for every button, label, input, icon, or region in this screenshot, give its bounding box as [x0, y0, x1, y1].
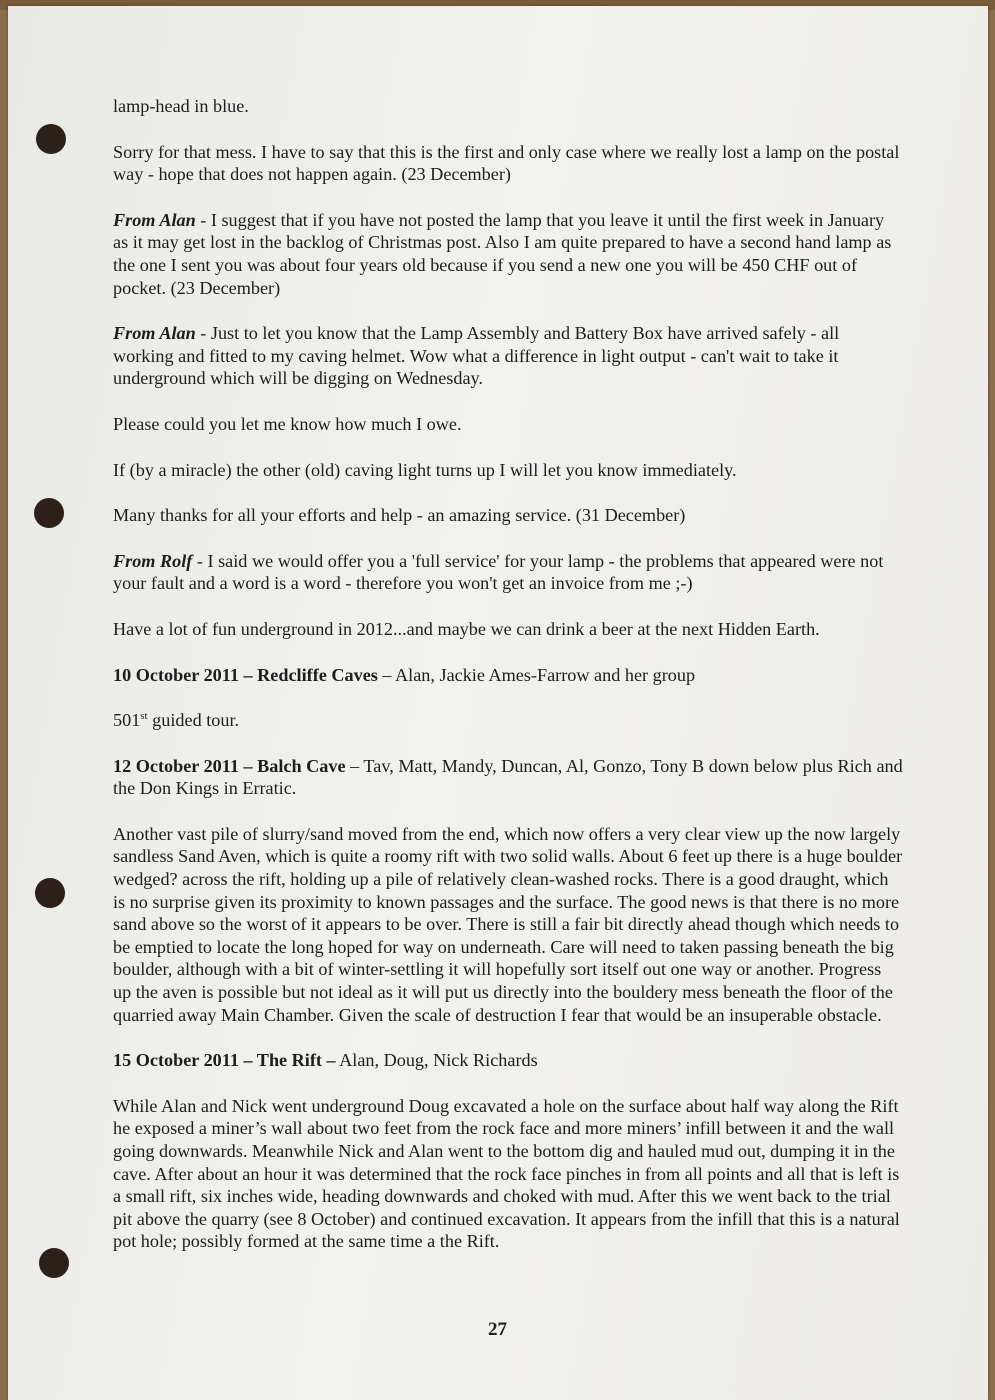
punch-hole-icon — [36, 124, 66, 154]
trip-entry: 10 October 2011 – Redcliffe Caves – Alan, Jackie Ames-Farrow and her group — [113, 664, 696, 685]
paragraph: If (by a miracle) the other (old) caving light turns up I will let you know immediately. — [113, 459, 737, 480]
punch-hole-icon — [39, 1248, 69, 1278]
paragraph: Please could you let me know how much I owe. — [113, 413, 462, 434]
paragraph: Another vast pile of slurry/sand moved from the end, which now offers a very clear view up the now largely sandless Sand Aven, which is quite a roomy rift with two solid walls. About 6 feet up there is a huge boulder wedged? across the rift, holding up a pile of relatively clean-washed rocks. There is a good draught, which is no surprise given its proximity to known passages and the surface. The good news is that there is no more sand above so the worst of it appears to be over. There is still a fair bit directly ahead though which needs to be emptied to locate the long hoped for way on underneath. Care will need to taken passing beneath the big boulder, although with a bit of winter-settling it will hopefully sort itself out one way or another. Progress up the aven is possible but not ideal as it will put us directly into the bouldery mess beneath the floor of the quarried away Main Chamber. Given the scale of destruction I fear that would be an insuperable obstacle. — [113, 823, 903, 1025]
sender-label: From Alan — [113, 209, 196, 230]
document-body — [113, 95, 903, 1276]
trip-entry: 15 October 2011 – The Rift – Alan, Doug, Nick Richards — [113, 1050, 538, 1071]
sender-label: From Alan — [113, 323, 196, 344]
paragraph: Many thanks for all your efforts and help - an amazing service. (31 December) — [113, 505, 686, 526]
email-entry: From Alan - Just to let you know that the Lamp Assembly and Battery Box have arrived safely - all working and fitted to my caving helmet. Wow what a difference in light output - can't wait to take it underground which will be digging on Wednesday. — [113, 323, 840, 389]
sender-label: From Rolf — [113, 550, 193, 571]
paragraph: lamp-head in blue. — [113, 96, 249, 116]
page-number: 27 — [488, 1319, 507, 1340]
paragraph: While Alan and Nick went underground Doug excavated a hole on the surface about half way along the Rift he exposed a miner’s wall about two feet from the rock face and more miners’ infill between it and the wall going downwards. Meanwhile Nick and Alan went to the bottom dig and hauled mud out, dumping it in the cave. After about an hour it was determined that the rock face pinches in from all points and all that is left is a small rift, six inches wide, heading downwards and choked with mud. After this we went back to the trial pit above the quarry (see 8 October) and continued excavation. It appears from the infill that this is a natural pot hole; possibly formed at the same time a the Rift. — [113, 1095, 900, 1252]
trip-heading: 15 October 2011 – The Rift – — [113, 1050, 336, 1071]
paragraph: 501st guided tour. — [113, 710, 240, 731]
paragraph: Sorry for that mess. I have to say that this is the first and only case where we really lost a lamp on the postal way - hope that does not happen again. (23 December) — [113, 141, 900, 185]
punch-hole-icon — [34, 498, 64, 528]
trip-heading: 10 October 2011 – Redcliffe Caves — [113, 664, 378, 685]
email-entry: From Alan - I suggest that if you have not posted the lamp that you leave it until the first week in January as it may get lost in the backlog of Christmas post. Also I am quite prepared to have a second hand lamp as the one I sent you was about four years old because if you send a new one you will be 450 CHF out of pocket. (23 December) — [113, 209, 892, 298]
trip-heading: 12 October 2011 – Balch Cave — [113, 755, 346, 776]
punch-hole-icon — [35, 878, 65, 908]
email-entry: From Rolf - I said we would offer you a 'full service' for your lamp - the problems that appeared were not your fault and a word is a word - therefore you won't get an invoice from me ;-) — [113, 550, 884, 594]
paragraph: Have a lot of fun underground in 2012...and maybe we can drink a beer at the next Hidden Earth. — [113, 618, 820, 639]
trip-entry: 12 October 2011 – Balch Cave – Tav, Matt, Mandy, Duncan, Al, Gonzo, Tony B down below plus Rich and the Don Kings in Erratic. — [113, 755, 903, 799]
